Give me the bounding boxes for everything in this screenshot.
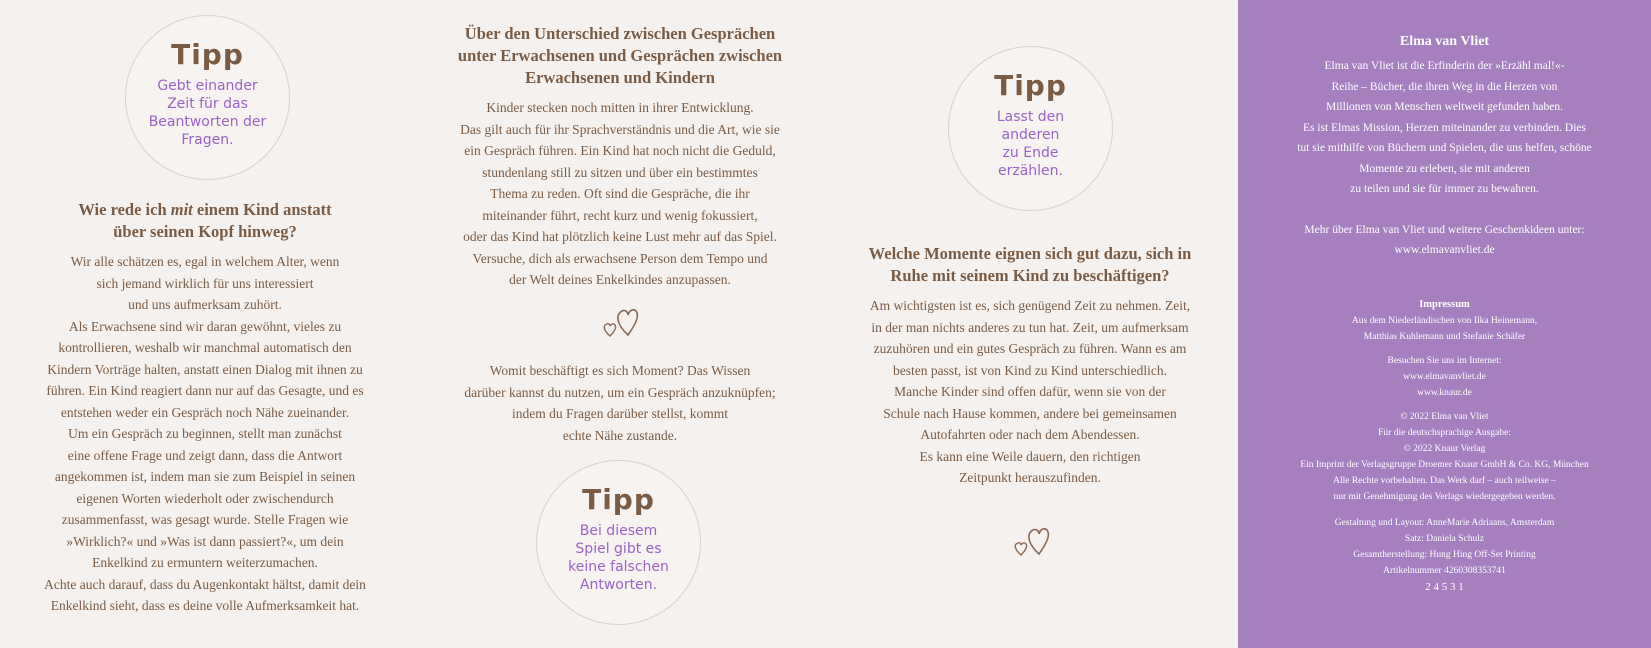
more-info (1238, 220, 1651, 261)
author-bio (1238, 56, 1651, 200)
tip-line: Fragen. (181, 132, 234, 148)
body-line: der Welt deines Enkelkindes anzupassen. (509, 272, 731, 287)
heading-part: einem Kind anstatt (192, 200, 332, 219)
body-line: Enkelkind sieht, dass es deine volle Aufmerksamkeit hat. (50, 598, 360, 613)
body-line: kontrollieren, weshalb wir manchmal automatisch den (58, 340, 352, 355)
heading-line: unter Erwachsenen und Gesprächen zwischen (457, 46, 783, 65)
tip-line: Beantworten der (148, 114, 267, 130)
tip-line: keine falschen (568, 559, 669, 575)
tip-line: Zeit für das (167, 96, 248, 112)
body-line: »Wirklich?« und »Was ist dann passiert?«, um dein (66, 533, 344, 549)
tip-line: Gebt einander (157, 78, 258, 94)
impressum-line: Alle Rechte vorbehalten. Das Werk darf – auch teilweise – (1333, 475, 1556, 486)
tip-line: Antworten. (579, 577, 658, 593)
heading-line: über seinen Kopf hinweg? (113, 222, 297, 241)
heading-line (15, 199, 395, 221)
tip-line: erzählen. (998, 163, 1063, 179)
body-line: Zeitpunkt herauszufinden. (959, 470, 1101, 485)
impressum-line: © 2022 Elma van Vliet (1400, 411, 1489, 422)
body-line: führen. Ein Kind reagiert dann nur auf das Gesagte, und es (46, 383, 364, 398)
body-line: eine offene Frage und zeigt dann, dass die Antwort (67, 447, 343, 463)
impressum-line: Besuchen Sie uns im Internet: (1387, 355, 1502, 366)
impressum-line: Satz: Daniela Schulz (1404, 533, 1485, 544)
body-line: zusammenfasst, was gesagt wurde. Stelle Fragen wie (61, 512, 349, 527)
bio-line: Elma van Vliet ist die Erfinderin der »Erzähl mal!«- (1324, 60, 1565, 72)
tip-line: Bei diesem (579, 523, 658, 539)
column-3 (845, 243, 1215, 489)
tip-line: anderen (1001, 127, 1060, 143)
column-1 (15, 199, 395, 617)
tip-title: Tipp (994, 69, 1067, 102)
body-line: besten passt, ist von Kind zu Kind unterschiedlich. (892, 362, 1168, 378)
heading-emphasis: mit (170, 200, 193, 219)
body-line: Um ein Gespräch zu beginnen, stellt man zunächst (68, 426, 342, 441)
body-line: echte Nähe zustande. (562, 427, 678, 443)
heading-line: Über den Unterschied zwischen Gesprächen (464, 24, 776, 43)
impressum-title: Impressum (1419, 298, 1470, 310)
body-line: Wir alle schätzen es, egal in welchem Alter, wenn (70, 254, 340, 269)
body-line: Schule nach Hause kommen, andere bei gemeinsamen (883, 405, 1177, 421)
body-line: oder das Kind hat plötzlich keine Lust mehr auf das Spiel. (463, 229, 777, 244)
body-line: angekommen ist, indem man sie zum Beispiel in seinen (54, 469, 356, 484)
section-body-3 (845, 295, 1215, 489)
bio-line: Reihe – Bücher, die ihren Weg in die Herzen von (1331, 80, 1558, 93)
body-line: zuzuhören und ein gutes Gespräch zu führen. Wann es am (873, 341, 1187, 356)
body-line: Manche Kinder sind offen dafür, wenn sie von der (894, 384, 1166, 399)
more-line: Mehr über Elma van Vliet und weitere Geschenkideen unter: (1304, 223, 1585, 236)
body-line: Womit beschäftigt es sich Moment? Das Wissen (489, 363, 751, 378)
column-2-lower (425, 360, 815, 446)
bio-line: zu teilen und sie für immer zu bewahren. (1350, 183, 1539, 195)
heading-part: Wie rede ich (78, 200, 171, 219)
tip-circle-1 (125, 15, 290, 180)
section-body-2b (425, 360, 815, 446)
body-line: Enkelkind zu ermuntern weiterzumachen. (92, 555, 318, 570)
body-line: Das gilt auch für ihr Sprachverständnis und die Art, wie sie (460, 121, 780, 137)
body-line: miteinander führt, recht kurz und wenig fokussiert, (482, 207, 758, 223)
body-line: Autofahrten oder nach dem Abendessen. (920, 427, 1140, 442)
bio-line: tut sie mithilfe von Büchern und Spielen, die uns helfen, schöne (1297, 142, 1592, 154)
heading-line: Erwachsenen und Kindern (525, 68, 715, 87)
impressum-link[interactable]: www.elmavanvliet.de (1403, 371, 1486, 382)
impressum-line: Ein Imprint der Verlagsgruppe Droemer Knaur GmbH & Co. KG, München (1300, 459, 1589, 470)
website-link[interactable]: www.elmavanvliet.de (1394, 244, 1495, 256)
tip-circle-3 (536, 460, 701, 625)
body-line: Am wichtigsten ist es, sich genügend Zeit zu nehmen. Zeit, (869, 298, 1191, 313)
author-title: Elma van Vliet (1399, 34, 1490, 49)
impressum-line: Aus dem Niederländischen von Ilka Heinemann, (1351, 315, 1538, 326)
tip-line: zu Ende (1002, 145, 1059, 161)
section-body-1 (15, 251, 395, 617)
tip-circle-2 (948, 46, 1113, 211)
impressum-line: Für die deutschsprachige Ausgabe: (1378, 427, 1511, 438)
section-heading-3 (845, 243, 1215, 287)
impressum-line: Matthias Kuhlemann und Stefanie Schäfer (1363, 331, 1526, 342)
heart-icon (597, 303, 641, 339)
impressum-block (1238, 313, 1651, 345)
body-line: Versuche, dich als erwachsene Person dem Tempo und (472, 250, 768, 266)
print-run-numbers: 2 4 5 3 1 (1425, 580, 1464, 593)
column-2 (425, 23, 815, 291)
impressum-line: Gesamtherstellung: Hung Hing Off-Set Printing (1353, 549, 1536, 560)
tip-line: Spiel gibt es (575, 541, 662, 557)
tip-text (537, 522, 700, 594)
body-line: und uns aufmerksam zuhört. (128, 297, 282, 312)
body-line: Thema zu reden. Oft sind die Gespräche, die ihr (490, 186, 750, 201)
body-line: Achte auch darauf, dass du Augenkontakt hältst, damit dein (44, 576, 366, 592)
body-line: indem du Fragen darüber stellst, kommt (512, 406, 728, 421)
tip-title: Tipp (171, 38, 244, 71)
bio-line: Momente zu erleben, sie mit anderen (1359, 162, 1530, 175)
body-line: in der man nichts anderes zu tun hat. Zeit, um aufmerksam (871, 319, 1189, 335)
heading-line: Welche Momente eignen sich gut dazu, sich in (868, 244, 1192, 263)
bio-line: Millionen von Menschen weltweit gefunden haben. (1326, 101, 1563, 113)
body-line: eigenen Worten wiederholt oder zwischendurch (76, 490, 334, 506)
body-line: darüber kannst du nutzen, um ein Gespräch anzuknüpfen; (464, 384, 776, 400)
section-heading-2 (425, 23, 815, 89)
tip-text (949, 108, 1112, 180)
body-line: stundenlang still zu sitzen und über ein bestimmtes (482, 164, 758, 180)
tip-line: Lasst den (996, 109, 1065, 125)
impressum-line: Artikelnummer 4260308353741 (1383, 565, 1506, 576)
heading-line: Ruhe mit seinem Kind zu beschäftigen? (890, 266, 1170, 285)
impressum-block (1238, 353, 1651, 401)
impressum-link[interactable]: www.knaur.de (1417, 387, 1472, 398)
impressum-line: nur mit Genehmigung des Verlags wiedergegeben werden. (1333, 491, 1556, 502)
impressum-block (1238, 515, 1651, 595)
body-line: sich jemand wirklich für uns interessiert (96, 275, 314, 291)
body-line: Kindern Vorträge halten, anstatt einen Dialog mit ihnen zu (47, 361, 363, 377)
tip-text (126, 77, 289, 149)
impressum-line: Gestaltung und Layout: AnneMarie Adriaans, Amsterdam (1334, 517, 1555, 528)
body-line: Kinder stecken noch mitten in ihrer Entwicklung. (486, 100, 754, 115)
heart-icon (1008, 522, 1052, 558)
section-heading-1 (15, 199, 395, 243)
body-line: Es kann eine Weile dauern, den richtigen (919, 448, 1141, 464)
body-line: Als Erwachsene sind wir daran gewöhnt, vieles zu (68, 318, 342, 334)
bio-line: Es ist Elmas Mission, Herzen miteinander zu verbinden. Dies (1303, 121, 1586, 134)
impressum-line: © 2022 Knaur Verlag (1403, 443, 1486, 454)
tip-title: Tipp (582, 483, 655, 516)
impressum-block (1238, 409, 1651, 505)
section-body-2 (425, 97, 815, 291)
body-line: ein Gespräch führen. Ein Kind hat noch nicht die Geduld, (464, 143, 776, 158)
author-sidebar (1238, 0, 1651, 648)
body-line: entstehen weder ein Gespräch noch Nähe zueinander. (60, 404, 350, 420)
